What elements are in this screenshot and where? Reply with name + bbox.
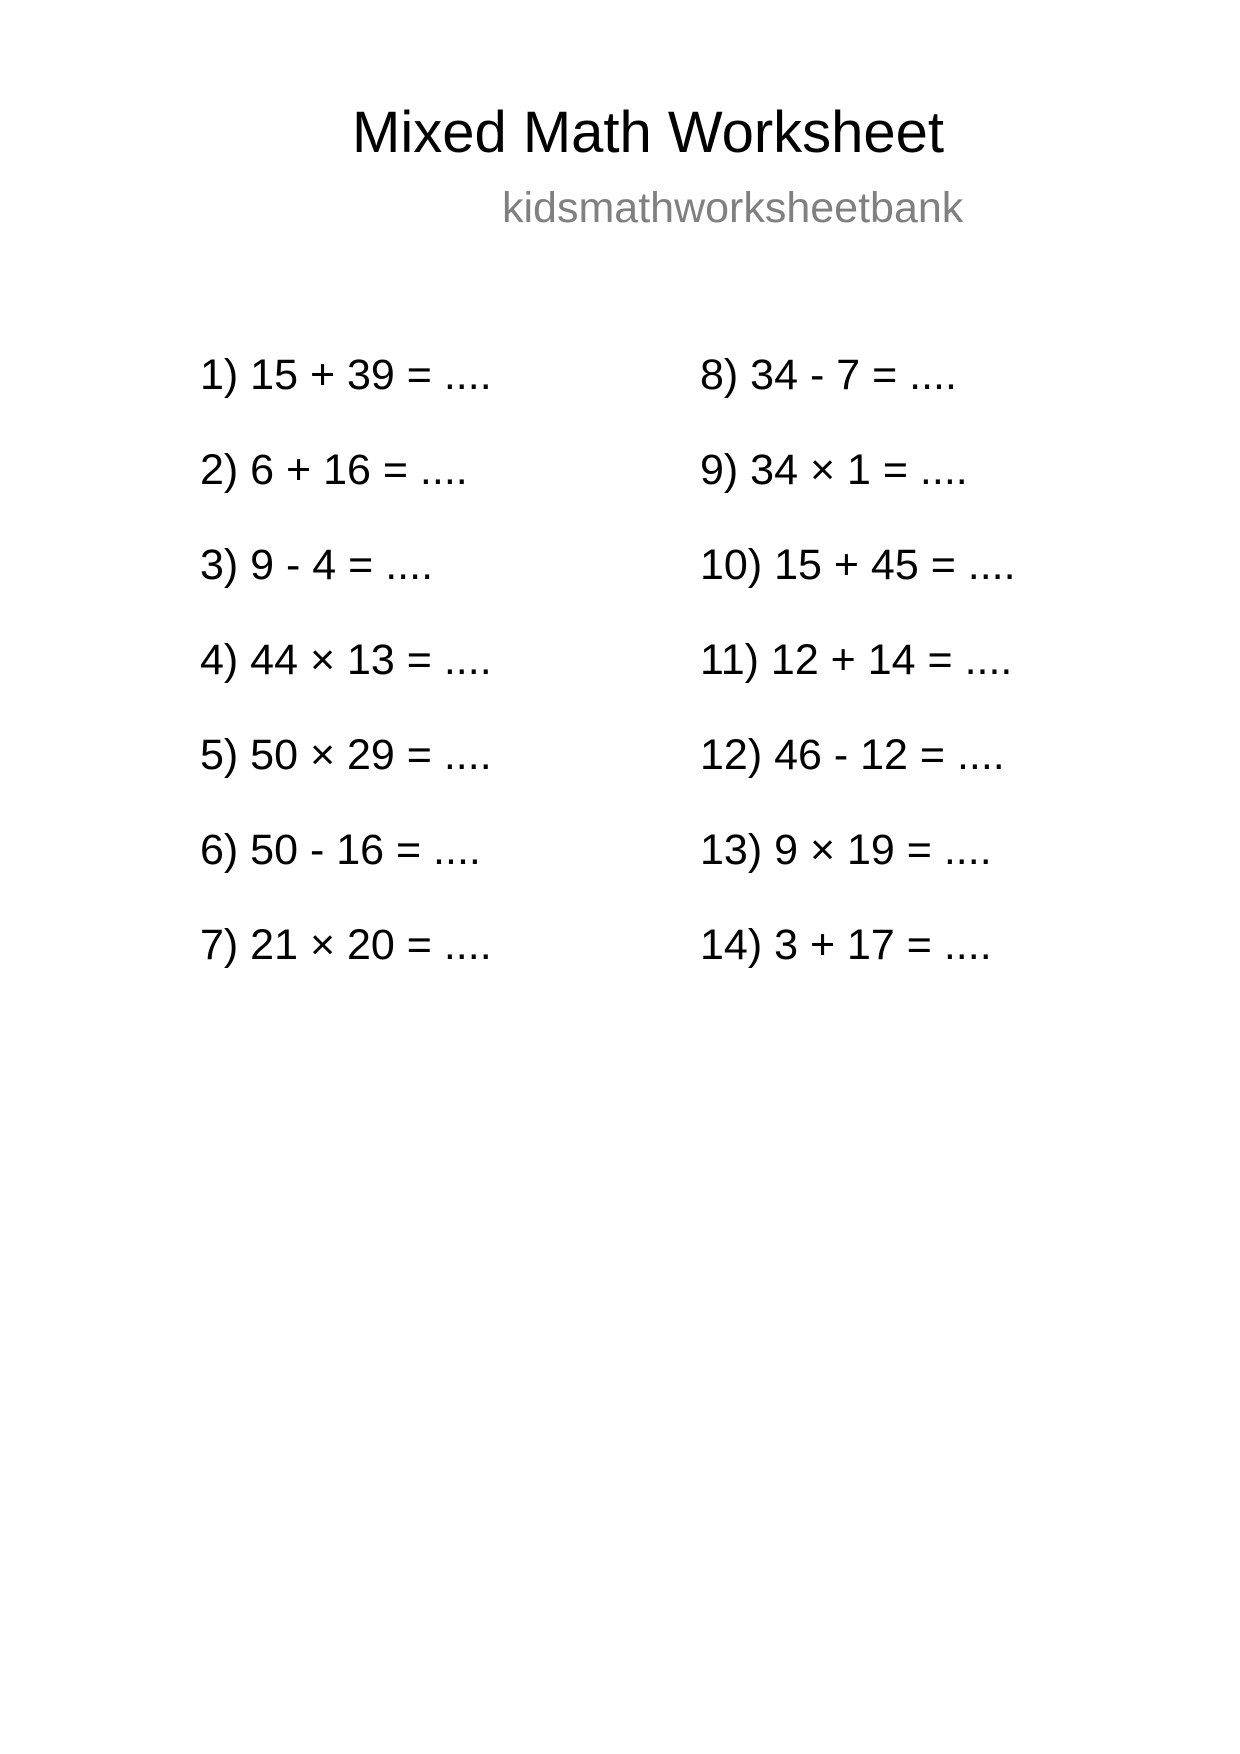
problem-column-left bbox=[200, 350, 492, 1015]
problem-1: 1) 15 + 39 = .... bbox=[200, 351, 492, 399]
problem-column-right bbox=[700, 350, 1016, 1015]
page-title: Mixed Math Worksheet bbox=[352, 100, 945, 165]
problem-4: 4) 44 × 13 = .... bbox=[200, 636, 492, 684]
problem-14: 14) 3 + 17 = .... bbox=[700, 921, 992, 969]
problem-8: 8) 34 - 7 = .... bbox=[700, 351, 957, 399]
source-watermark: kidsmathworksheetbank bbox=[502, 184, 964, 232]
problem-9: 9) 34 × 1 = .... bbox=[700, 446, 968, 494]
problem-3: 3) 9 - 4 = .... bbox=[200, 541, 434, 589]
problem-7: 7) 21 × 20 = .... bbox=[200, 921, 492, 969]
problem-13: 13) 9 × 19 = .... bbox=[700, 826, 992, 874]
problem-5: 5) 50 × 29 = .... bbox=[200, 731, 492, 779]
problem-2: 2) 6 + 16 = .... bbox=[200, 446, 468, 494]
problem-11: 11) 12 + 14 = .... bbox=[700, 636, 1013, 684]
problem-6: 6) 50 - 16 = .... bbox=[200, 826, 481, 874]
problem-12: 12) 46 - 12 = .... bbox=[700, 731, 1005, 779]
problem-10: 10) 15 + 45 = .... bbox=[700, 541, 1016, 589]
